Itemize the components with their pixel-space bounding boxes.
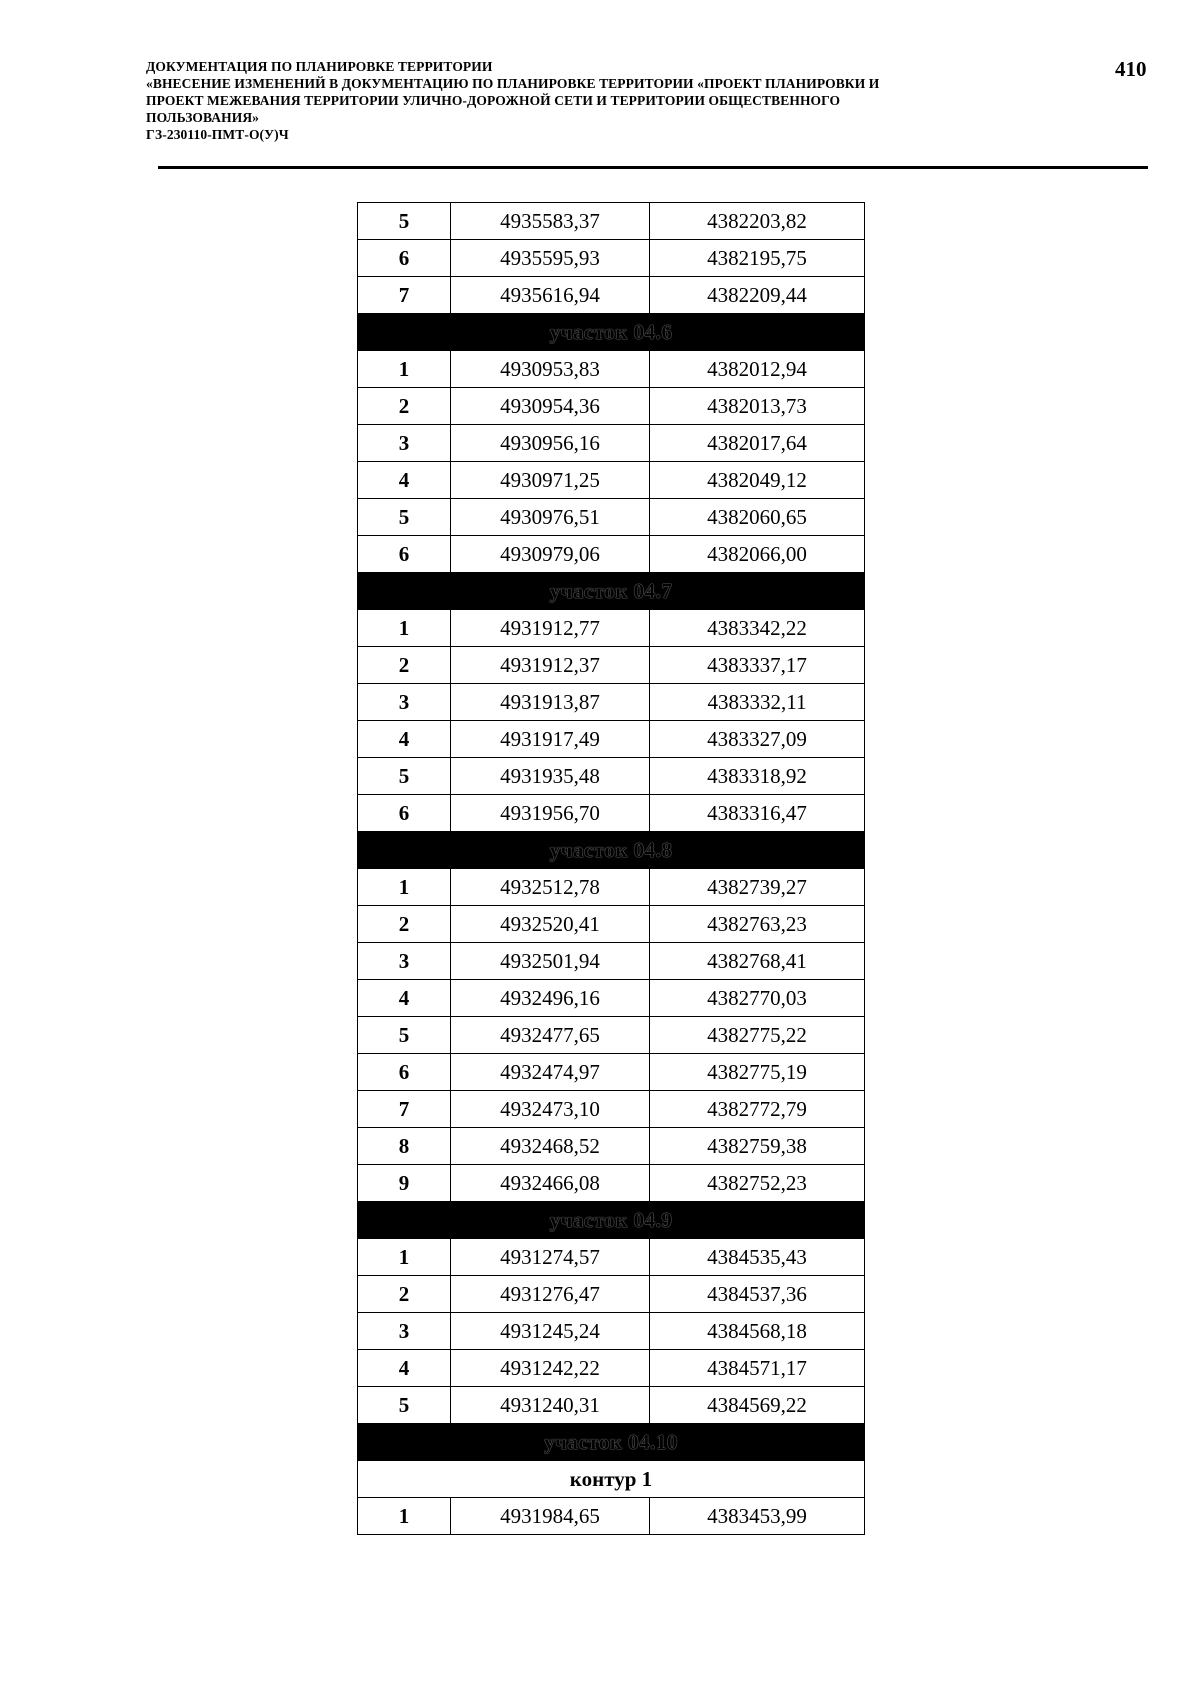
y-coordinate-cell: 4382763,23 (650, 906, 865, 943)
header-title-line-4: ПОЛЬЗОВАНИЯ» (146, 110, 260, 125)
table-row (358, 536, 865, 573)
y-coordinate-cell: 4382775,19 (650, 1054, 865, 1091)
point-number-cell: 1 (358, 1239, 451, 1276)
x-coordinate-cell: 4932477,65 (451, 1017, 650, 1054)
x-coordinate-cell: 4931935,48 (451, 758, 650, 795)
table-row (358, 980, 865, 1017)
point-number-cell: 6 (358, 1054, 451, 1091)
point-number-cell: 1 (358, 351, 451, 388)
section-header-row (358, 1202, 865, 1239)
x-coordinate-cell: 4931242,22 (451, 1350, 650, 1387)
y-coordinate-cell: 4382195,75 (650, 240, 865, 277)
table-row (358, 1387, 865, 1424)
x-coordinate-cell: 4935595,93 (451, 240, 650, 277)
y-coordinate-cell: 4382770,03 (650, 980, 865, 1017)
point-number-cell: 3 (358, 684, 451, 721)
point-number-cell: 7 (358, 1091, 451, 1128)
section-label: участок 04.6 (358, 314, 865, 351)
x-coordinate-cell: 4930954,36 (451, 388, 650, 425)
y-coordinate-cell: 4382017,64 (650, 425, 865, 462)
y-coordinate-cell: 4384537,36 (650, 1276, 865, 1313)
x-coordinate-cell: 4930979,06 (451, 536, 650, 573)
table-row (358, 869, 865, 906)
point-number-cell: 2 (358, 1276, 451, 1313)
x-coordinate-cell: 4930956,16 (451, 425, 650, 462)
point-number-cell: 4 (358, 721, 451, 758)
table-row (358, 462, 865, 499)
table-row (358, 388, 865, 425)
y-coordinate-cell: 4383342,22 (650, 610, 865, 647)
y-coordinate-cell: 4382060,65 (650, 499, 865, 536)
y-coordinate-cell: 4382203,82 (650, 203, 865, 240)
y-coordinate-cell: 4383316,47 (650, 795, 865, 832)
point-number-cell: 2 (358, 906, 451, 943)
point-number-cell: 6 (358, 240, 451, 277)
table-row (358, 1054, 865, 1091)
point-number-cell: 6 (358, 536, 451, 573)
x-coordinate-cell: 4932473,10 (451, 1091, 650, 1128)
table-row (358, 795, 865, 832)
table-row (358, 499, 865, 536)
section-header-row (358, 1424, 865, 1461)
point-number-cell: 5 (358, 203, 451, 240)
table-row (358, 647, 865, 684)
table-row (358, 758, 865, 795)
point-number-cell: 3 (358, 943, 451, 980)
y-coordinate-cell: 4383332,11 (650, 684, 865, 721)
y-coordinate-cell: 4382739,27 (650, 869, 865, 906)
table-row (358, 1091, 865, 1128)
table-row (358, 610, 865, 647)
y-coordinate-cell: 4382013,73 (650, 388, 865, 425)
section-label: участок 04.10 (358, 1424, 865, 1461)
point-number-cell: 1 (358, 1498, 451, 1535)
table-row (358, 721, 865, 758)
header-title-line-3: ПРОЕКТ МЕЖЕВАНИЯ ТЕРРИТОРИИ УЛИЧНО-ДОРОЖНОЙ СЕТИ И ТЕРРИТОРИИ ОБЩЕСТВЕННОГО (146, 93, 841, 108)
y-coordinate-cell: 4382759,38 (650, 1128, 865, 1165)
y-coordinate-cell: 4384535,43 (650, 1239, 865, 1276)
x-coordinate-cell: 4931917,49 (451, 721, 650, 758)
point-number-cell: 9 (358, 1165, 451, 1202)
y-coordinate-cell: 4382012,94 (650, 351, 865, 388)
y-coordinate-cell: 4384568,18 (650, 1313, 865, 1350)
y-coordinate-cell: 4382752,23 (650, 1165, 865, 1202)
x-coordinate-cell: 4932501,94 (451, 943, 650, 980)
x-coordinate-cell: 4931245,24 (451, 1313, 650, 1350)
point-number-cell: 4 (358, 462, 451, 499)
y-coordinate-cell: 4384569,22 (650, 1387, 865, 1424)
page-number: 410 (1115, 57, 1147, 81)
x-coordinate-cell: 4932474,97 (451, 1054, 650, 1091)
x-coordinate-cell: 4931956,70 (451, 795, 650, 832)
table-row (358, 1498, 865, 1535)
x-coordinate-cell: 4931274,57 (451, 1239, 650, 1276)
contour-header-row (358, 1461, 865, 1498)
point-number-cell: 1 (358, 869, 451, 906)
point-number-cell: 4 (358, 980, 451, 1017)
x-coordinate-cell: 4932520,41 (451, 906, 650, 943)
table-row (358, 943, 865, 980)
y-coordinate-cell: 4383337,17 (650, 647, 865, 684)
table-row (358, 1165, 865, 1202)
section-label: участок 04.8 (358, 832, 865, 869)
point-number-cell: 1 (358, 610, 451, 647)
x-coordinate-cell: 4931984,65 (451, 1498, 650, 1535)
x-coordinate-cell: 4932468,52 (451, 1128, 650, 1165)
coordinates-table-body (358, 203, 865, 1535)
point-number-cell: 5 (358, 1017, 451, 1054)
x-coordinate-cell: 4935583,37 (451, 203, 650, 240)
x-coordinate-cell: 4931912,77 (451, 610, 650, 647)
table-row (358, 684, 865, 721)
point-number-cell: 8 (358, 1128, 451, 1165)
x-coordinate-cell: 4930953,83 (451, 351, 650, 388)
y-coordinate-cell: 4382772,79 (650, 1091, 865, 1128)
point-number-cell: 3 (358, 1313, 451, 1350)
section-header-row (358, 314, 865, 351)
point-number-cell: 2 (358, 388, 451, 425)
table-row (358, 906, 865, 943)
point-number-cell: 5 (358, 1387, 451, 1424)
section-label: участок 04.7 (358, 573, 865, 610)
table-row (358, 277, 865, 314)
y-coordinate-cell: 4383327,09 (650, 721, 865, 758)
x-coordinate-cell: 4930976,51 (451, 499, 650, 536)
table-row (358, 1313, 865, 1350)
header-divider (158, 166, 1148, 169)
y-coordinate-cell: 4383318,92 (650, 758, 865, 795)
table-row (358, 351, 865, 388)
table-row (358, 1128, 865, 1165)
document-code: ГЗ-230110-ПМТ-О(У)Ч (146, 127, 289, 142)
y-coordinate-cell: 4382775,22 (650, 1017, 865, 1054)
point-number-cell: 5 (358, 499, 451, 536)
x-coordinate-cell: 4931240,31 (451, 1387, 650, 1424)
table-row (358, 1017, 865, 1054)
point-number-cell: 5 (358, 758, 451, 795)
y-coordinate-cell: 4382768,41 (650, 943, 865, 980)
y-coordinate-cell: 4382049,12 (650, 462, 865, 499)
header-title-line-1: ДОКУМЕНТАЦИЯ ПО ПЛАНИРОВКЕ ТЕРРИТОРИИ (146, 59, 493, 74)
point-number-cell: 3 (358, 425, 451, 462)
x-coordinate-cell: 4932496,16 (451, 980, 650, 1017)
contour-label: контур 1 (358, 1461, 865, 1498)
y-coordinate-cell: 4384571,17 (650, 1350, 865, 1387)
section-label: участок 04.9 (358, 1202, 865, 1239)
point-number-cell: 6 (358, 795, 451, 832)
table-row (358, 1276, 865, 1313)
y-coordinate-cell: 4383453,99 (650, 1498, 865, 1535)
section-header-row (358, 832, 865, 869)
section-header-row (358, 573, 865, 610)
point-number-cell: 7 (358, 277, 451, 314)
x-coordinate-cell: 4931913,87 (451, 684, 650, 721)
point-number-cell: 4 (358, 1350, 451, 1387)
table-row (358, 203, 865, 240)
y-coordinate-cell: 4382209,44 (650, 277, 865, 314)
table-row (358, 425, 865, 462)
coordinates-table (357, 202, 865, 1535)
document-header (146, 58, 1046, 143)
x-coordinate-cell: 4930971,25 (451, 462, 650, 499)
y-coordinate-cell: 4382066,00 (650, 536, 865, 573)
x-coordinate-cell: 4935616,94 (451, 277, 650, 314)
x-coordinate-cell: 4932466,08 (451, 1165, 650, 1202)
point-number-cell: 2 (358, 647, 451, 684)
x-coordinate-cell: 4931912,37 (451, 647, 650, 684)
header-title-line-2: «ВНЕСЕНИЕ ИЗМЕНЕНИЙ В ДОКУМЕНТАЦИЮ ПО ПЛАНИРОВКЕ ТЕРРИТОРИИ «ПРОЕКТ ПЛАНИРОВКИ И (146, 76, 880, 91)
table-row (358, 1239, 865, 1276)
x-coordinate-cell: 4931276,47 (451, 1276, 650, 1313)
x-coordinate-cell: 4932512,78 (451, 869, 650, 906)
table-row (358, 1350, 865, 1387)
table-row (358, 240, 865, 277)
